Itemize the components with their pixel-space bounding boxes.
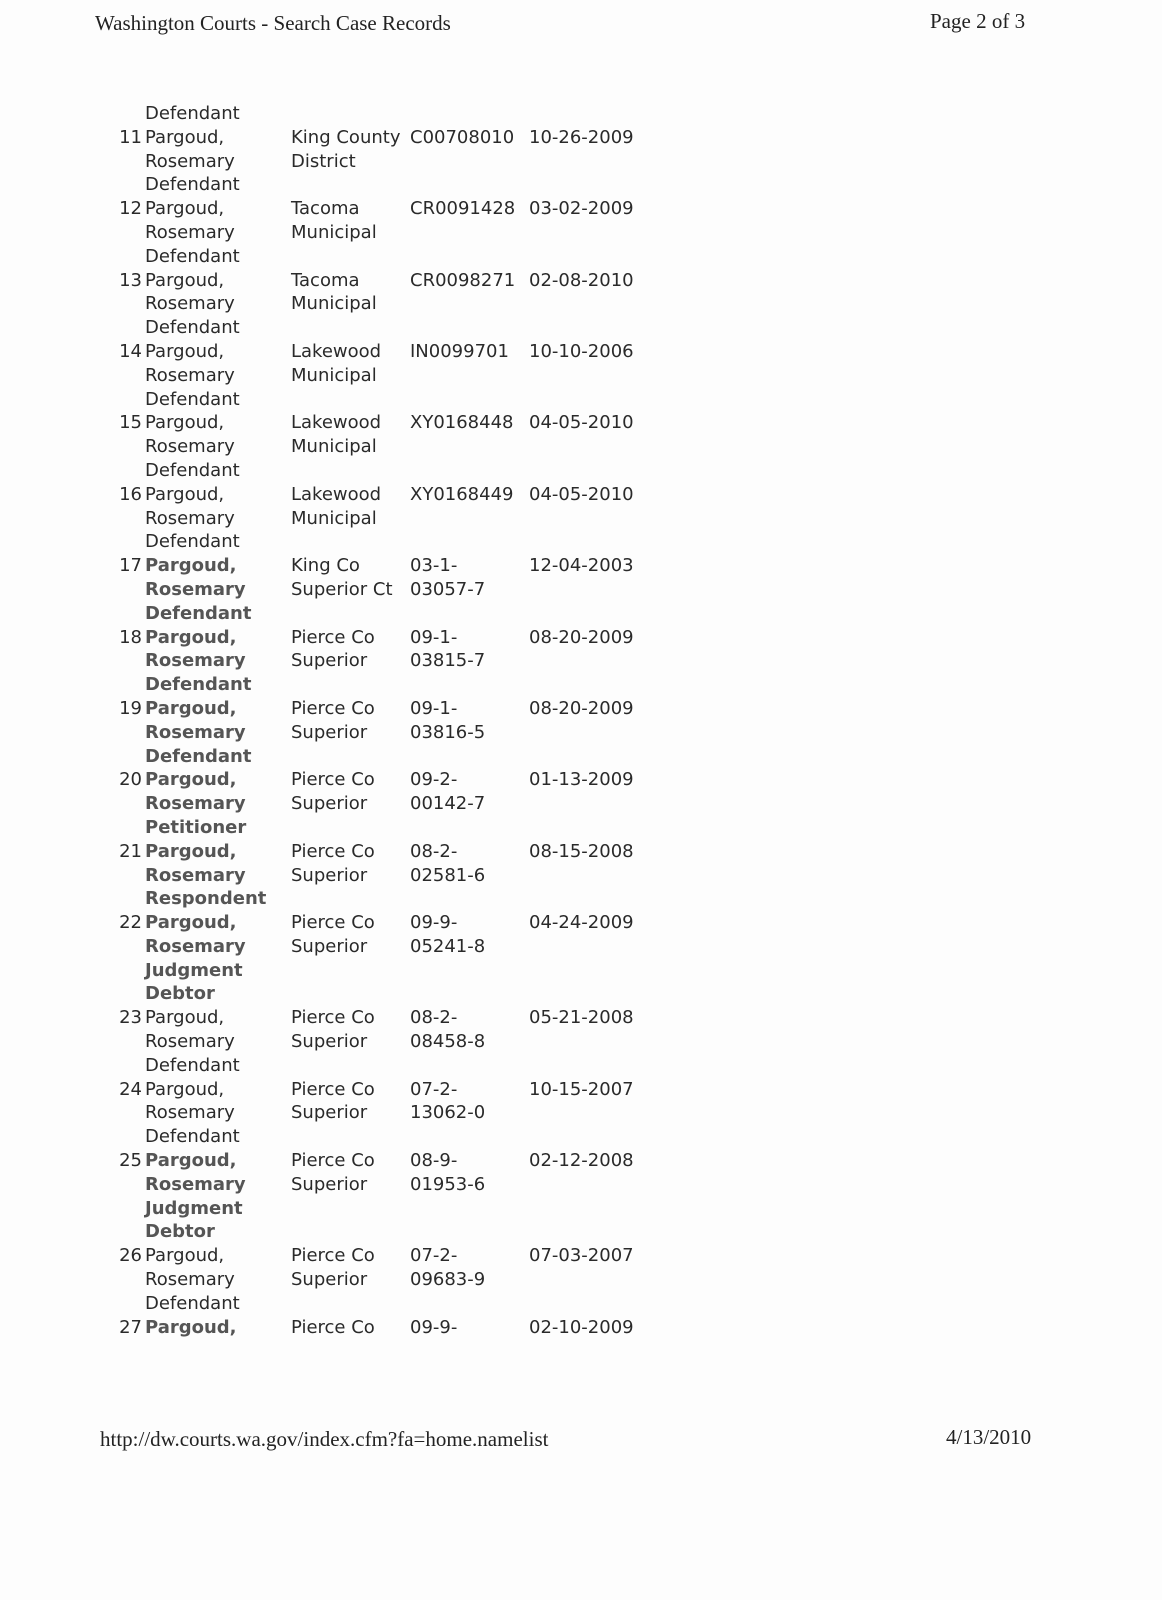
file-date-line: 10-10-2006 xyxy=(529,340,634,362)
court-name-line: Municipal xyxy=(291,293,377,315)
party-name-link[interactable] xyxy=(145,1316,291,1340)
file-date xyxy=(529,197,659,268)
party-name-link-line[interactable]: Pargoud, xyxy=(145,198,225,220)
row-number-line: 22 xyxy=(119,912,142,934)
case-number-line: 08-9- xyxy=(410,1150,458,1172)
case-number xyxy=(410,768,529,839)
party-name-link-line[interactable]: Debtor xyxy=(145,983,215,1005)
party-name-link-line[interactable]: Defendant xyxy=(145,602,252,624)
case-row xyxy=(100,1078,659,1149)
court-name-line: Municipal xyxy=(291,221,377,243)
file-date xyxy=(529,626,659,697)
file-date-line: 01-13-2009 xyxy=(529,769,634,791)
case-number-line: 05241-8 xyxy=(410,935,486,957)
case-list xyxy=(100,102,659,1339)
court-name-line: Lakewood xyxy=(291,483,382,505)
party-name-link-line[interactable]: Defendant xyxy=(145,1126,240,1148)
party-name-link[interactable] xyxy=(145,269,291,340)
court-name xyxy=(291,697,410,768)
party-name-link-line[interactable]: Pargoud, xyxy=(145,412,225,434)
party-name-link[interactable] xyxy=(145,1006,291,1077)
party-name-link-line[interactable]: Pargoud, xyxy=(145,912,237,934)
row-number xyxy=(100,1244,145,1315)
case-number xyxy=(410,340,529,411)
party-name-link-line[interactable]: Rosemary xyxy=(145,1031,235,1053)
row-number-line: 20 xyxy=(119,769,142,791)
court-name-line: Superior Ct xyxy=(291,578,393,600)
case-row xyxy=(100,626,659,697)
party-name-link-line[interactable]: Defendant xyxy=(145,459,240,481)
party-name-link-line[interactable]: Pargoud, xyxy=(145,1078,225,1100)
row-number xyxy=(100,1149,145,1244)
party-name-link-line[interactable]: Pargoud, xyxy=(145,1316,237,1338)
case-row xyxy=(100,1316,659,1340)
party-name-link-line[interactable]: Pargoud, xyxy=(145,555,237,577)
leading-row xyxy=(100,102,659,126)
case-number-line: C00708010 xyxy=(410,126,515,148)
file-date-line: 08-20-2009 xyxy=(529,626,634,648)
row-number-line: 12 xyxy=(119,198,142,220)
party-name-link-line[interactable]: Pargoud, xyxy=(145,269,225,291)
file-date-line: 03-02-2009 xyxy=(529,198,634,220)
party-name-link-line[interactable]: Pargoud, xyxy=(145,340,225,362)
court-name xyxy=(291,840,410,911)
file-date xyxy=(529,1244,659,1315)
court-name-line: King Co xyxy=(291,555,360,577)
case-number xyxy=(410,197,529,268)
row-number-line: 25 xyxy=(119,1150,142,1172)
court-name xyxy=(291,554,410,625)
case-number-line: XY0168449 xyxy=(410,483,514,505)
court-name-line: Municipal xyxy=(291,364,377,386)
row-number xyxy=(100,697,145,768)
party-name-link[interactable] xyxy=(145,840,291,911)
party-name-link-line[interactable]: Debtor xyxy=(145,1221,215,1243)
file-date-line: 07-03-2007 xyxy=(529,1245,634,1267)
row-number-line: 11 xyxy=(119,126,142,148)
party-name-link-line[interactable]: Judgment xyxy=(145,959,243,981)
file-date-line: 10-26-2009 xyxy=(529,126,634,148)
party-name-link[interactable] xyxy=(145,697,291,768)
court-name-line: Pierce Co xyxy=(291,912,375,934)
court-name xyxy=(291,1078,410,1149)
file-date-line: 05-21-2008 xyxy=(529,1007,634,1029)
case-row xyxy=(100,554,659,625)
court-name xyxy=(291,1316,410,1340)
party-name-link-line[interactable]: Defendant xyxy=(145,174,240,196)
footer-date: 4/13/2010 xyxy=(946,1425,1032,1449)
case-number-line: CR0098271 xyxy=(410,269,516,291)
case-number-line: 09-9- xyxy=(410,1316,458,1338)
file-date xyxy=(529,768,659,839)
court-name-line: Pierce Co xyxy=(291,1245,375,1267)
row-number xyxy=(100,340,145,411)
case-row xyxy=(100,1006,659,1077)
party-name-link[interactable] xyxy=(145,1078,291,1149)
row-number-line: 16 xyxy=(119,483,142,505)
party-name-link-line[interactable]: Rosemary xyxy=(145,293,235,315)
file-date xyxy=(529,554,659,625)
party-name-link-line[interactable]: Defendant xyxy=(145,317,240,339)
case-number-line: XY0168448 xyxy=(410,412,514,434)
row-number xyxy=(100,626,145,697)
file-date-line: 10-15-2007 xyxy=(529,1078,634,1100)
case-number xyxy=(410,1078,529,1149)
row-number xyxy=(100,126,145,197)
row-number xyxy=(100,554,145,625)
party-name-link-line[interactable]: Rosemary xyxy=(145,436,235,458)
case-number-line: 08-2- xyxy=(410,1007,458,1029)
case-number-line: 08458-8 xyxy=(410,1031,486,1053)
case-row xyxy=(100,340,659,411)
case-number-line: CR0091428 xyxy=(410,198,516,220)
row-number-line: 13 xyxy=(119,269,142,291)
court-name xyxy=(291,1149,410,1244)
court-name-line: Superior xyxy=(291,1102,368,1124)
case-row xyxy=(100,1149,659,1244)
party-name-link[interactable] xyxy=(145,1244,291,1315)
court-name-line: Pierce Co xyxy=(291,1078,375,1100)
file-date xyxy=(529,126,659,197)
party-name-link-line[interactable]: Judgment xyxy=(145,1197,243,1219)
court-name-line: Pierce Co xyxy=(291,840,375,862)
file-date xyxy=(529,1006,659,1077)
row-number xyxy=(100,1078,145,1149)
case-number-line: 03-1- xyxy=(410,555,458,577)
party-name-link[interactable] xyxy=(145,554,291,625)
party-name-link[interactable] xyxy=(145,126,291,197)
party-name-link-line[interactable]: Rosemary xyxy=(145,1173,246,1195)
page-title: Washington Courts - Search Case Records xyxy=(95,11,451,35)
row-number-line: 18 xyxy=(119,626,142,648)
party-name-link-line[interactable]: Defendant xyxy=(145,245,240,267)
party-name-link-line[interactable]: Defendant xyxy=(145,388,240,410)
party-name-link-line[interactable]: Defendant xyxy=(145,674,252,696)
row-number-line: 23 xyxy=(119,1007,142,1029)
case-row xyxy=(100,411,659,482)
file-date-line: 04-05-2010 xyxy=(529,412,634,434)
file-date xyxy=(529,340,659,411)
case-row xyxy=(100,911,659,1006)
case-number-line: 03816-5 xyxy=(410,721,486,743)
party-name-link-line[interactable]: Rosemary xyxy=(145,1269,235,1291)
file-date-line: 04-24-2009 xyxy=(529,912,634,934)
page-number: Page 2 of 3 xyxy=(930,9,1026,33)
row-number xyxy=(100,197,145,268)
court-name xyxy=(291,411,410,482)
party-name-link[interactable] xyxy=(145,768,291,839)
court-name xyxy=(291,197,410,268)
case-number xyxy=(410,411,529,482)
party-name-link-line[interactable]: Pargoud, xyxy=(145,840,237,862)
case-number-line: 02581-6 xyxy=(410,864,486,886)
file-date xyxy=(529,1149,659,1244)
party-name-link[interactable] xyxy=(145,411,291,482)
case-number-line: 08-2- xyxy=(410,840,458,862)
party-name-link-line[interactable]: Rosemary xyxy=(145,364,235,386)
case-number xyxy=(410,1006,529,1077)
case-number-line: 03815-7 xyxy=(410,650,486,672)
case-row xyxy=(100,197,659,268)
case-number-line: 09683-9 xyxy=(410,1269,486,1291)
court-name-line: Tacoma xyxy=(291,269,360,291)
court-name-line: Pierce Co xyxy=(291,1150,375,1172)
party-name-link-line[interactable]: Rosemary xyxy=(145,650,246,672)
party-name-link-line[interactable]: Pargoud, xyxy=(145,1150,237,1172)
party-name-link[interactable] xyxy=(145,340,291,411)
court-name-line: Superior xyxy=(291,1031,368,1053)
row-number-line: 17 xyxy=(119,555,142,577)
court-name xyxy=(291,269,410,340)
case-number xyxy=(410,126,529,197)
case-number-line: 03057-7 xyxy=(410,578,486,600)
case-row xyxy=(100,768,659,839)
row-number-line: 15 xyxy=(119,412,142,434)
party-name-link[interactable] xyxy=(145,1149,291,1244)
party-name-link-line[interactable]: Petitioner xyxy=(145,816,247,838)
row-number-line: 24 xyxy=(119,1078,142,1100)
case-number-line: 09-9- xyxy=(410,912,458,934)
file-date-line: 08-20-2009 xyxy=(529,697,634,719)
party-name-link-line[interactable]: Rosemary xyxy=(145,221,235,243)
case-number xyxy=(410,840,529,911)
court-name-line: Municipal xyxy=(291,436,377,458)
party-name-link[interactable] xyxy=(145,483,291,554)
file-date xyxy=(529,483,659,554)
file-date xyxy=(529,1078,659,1149)
file-date-line: 08-15-2008 xyxy=(529,840,634,862)
case-number-line: 00142-7 xyxy=(410,793,486,815)
party-name-link-line[interactable]: Pargoud, xyxy=(145,483,225,505)
court-name-line: Superior xyxy=(291,1269,368,1291)
party-name-link-line[interactable]: Pargoud, xyxy=(145,626,237,648)
case-row xyxy=(100,483,659,554)
court-name-line: Superior xyxy=(291,935,368,957)
court-name xyxy=(291,126,410,197)
case-number xyxy=(410,911,529,1006)
file-date-line: 12-04-2003 xyxy=(529,555,634,577)
party-name-link-line[interactable]: Rosemary xyxy=(145,864,246,886)
party-name-link-line[interactable]: Rosemary xyxy=(145,721,246,743)
file-date-line: 02-10-2009 xyxy=(529,1316,634,1338)
court-name-line: Lakewood xyxy=(291,340,382,362)
case-row xyxy=(100,840,659,911)
footer-url: http://dw.courts.wa.gov/index.cfm?fa=home.namelist xyxy=(100,1427,549,1451)
court-name-line: King County xyxy=(291,126,401,148)
court-name-line: Tacoma xyxy=(291,198,360,220)
row-number-line: 21 xyxy=(119,840,142,862)
row-number xyxy=(100,1006,145,1077)
court-name-line: Pierce Co xyxy=(291,697,375,719)
case-number xyxy=(410,1316,529,1340)
court-name xyxy=(291,911,410,1006)
row-number xyxy=(100,840,145,911)
court-name-line: Superior xyxy=(291,864,368,886)
case-number-line: 09-1- xyxy=(410,626,458,648)
case-number xyxy=(410,626,529,697)
file-date xyxy=(529,269,659,340)
court-name-line: Pierce Co xyxy=(291,1007,375,1029)
file-date xyxy=(529,411,659,482)
party-name-link[interactable] xyxy=(145,911,291,1006)
case-row xyxy=(100,697,659,768)
file-date-line: 02-08-2010 xyxy=(529,269,634,291)
court-name-line: Superior xyxy=(291,721,368,743)
case-number-line: 01953-6 xyxy=(410,1173,486,1195)
court-name xyxy=(291,483,410,554)
row-number-line: 19 xyxy=(119,697,142,719)
court-name-line: Municipal xyxy=(291,507,377,529)
court-name-line: Pierce Co xyxy=(291,626,375,648)
case-row xyxy=(100,126,659,197)
case-number xyxy=(410,269,529,340)
party-name-link-line[interactable]: Respondent xyxy=(145,888,267,910)
party-name-link-line[interactable]: Rosemary xyxy=(145,507,235,529)
case-number xyxy=(410,1244,529,1315)
file-date xyxy=(529,697,659,768)
court-name xyxy=(291,768,410,839)
case-row xyxy=(100,269,659,340)
case-number-line: 07-2- xyxy=(410,1078,458,1100)
row-number xyxy=(100,911,145,1006)
party-name-link[interactable] xyxy=(145,197,291,268)
party-name-link-line[interactable]: Defendant xyxy=(145,531,240,553)
case-number xyxy=(410,1149,529,1244)
court-name-line: District xyxy=(291,150,356,172)
party-name-link[interactable] xyxy=(145,626,291,697)
row-number-line: 26 xyxy=(119,1245,142,1267)
case-number-line: 13062-0 xyxy=(410,1102,486,1124)
party-name-link-line[interactable]: Pargoud, xyxy=(145,126,225,148)
file-date xyxy=(529,840,659,911)
row-number xyxy=(100,1316,145,1340)
case-number xyxy=(410,554,529,625)
party-name-link-line[interactable]: Defendant xyxy=(145,1292,240,1314)
case-number xyxy=(410,697,529,768)
party-name-link-line[interactable]: Pargoud, xyxy=(145,1007,225,1029)
case-number-line: IN0099701 xyxy=(410,340,509,362)
case-row xyxy=(100,1244,659,1315)
court-name xyxy=(291,626,410,697)
party-name-link-line[interactable]: Pargoud, xyxy=(145,697,237,719)
court-name xyxy=(291,340,410,411)
party-name-link-line[interactable]: Rosemary xyxy=(145,793,246,815)
case-number-line: 09-1- xyxy=(410,697,458,719)
party-name-link-line[interactable]: Pargoud, xyxy=(145,1245,225,1267)
row-number xyxy=(100,411,145,482)
row-number xyxy=(100,483,145,554)
row-number xyxy=(100,768,145,839)
row-number xyxy=(100,269,145,340)
party-name-link-line[interactable]: Rosemary xyxy=(145,1102,235,1124)
row-number-line: 27 xyxy=(119,1316,142,1338)
file-date xyxy=(529,1316,659,1340)
court-name-line: Superior xyxy=(291,650,368,672)
case-number-line: 09-2- xyxy=(410,769,458,791)
role-text: Defendant xyxy=(145,103,240,124)
court-name-line: Superior xyxy=(291,1173,368,1195)
party-name-link-line[interactable]: Rosemary xyxy=(145,935,246,957)
party-name-link-line[interactable]: Defendant xyxy=(145,1054,240,1076)
court-name-line: Superior xyxy=(291,793,368,815)
party-name-link-line[interactable]: Rosemary xyxy=(145,578,246,600)
file-date-line: 04-05-2010 xyxy=(529,483,634,505)
file-date xyxy=(529,911,659,1006)
court-name xyxy=(291,1006,410,1077)
party-name-link-line[interactable]: Defendant xyxy=(145,745,252,767)
party-name-link-line[interactable]: Rosemary xyxy=(145,150,235,172)
court-name xyxy=(291,1244,410,1315)
case-number xyxy=(410,483,529,554)
party-name-link-line[interactable]: Pargoud, xyxy=(145,769,237,791)
file-date-line: 02-12-2008 xyxy=(529,1150,634,1172)
case-number-line: 07-2- xyxy=(410,1245,458,1267)
row-number-line: 14 xyxy=(119,340,142,362)
court-name-line: Pierce Co xyxy=(291,1316,375,1338)
court-name-line: Lakewood xyxy=(291,412,382,434)
court-name-line: Pierce Co xyxy=(291,769,375,791)
